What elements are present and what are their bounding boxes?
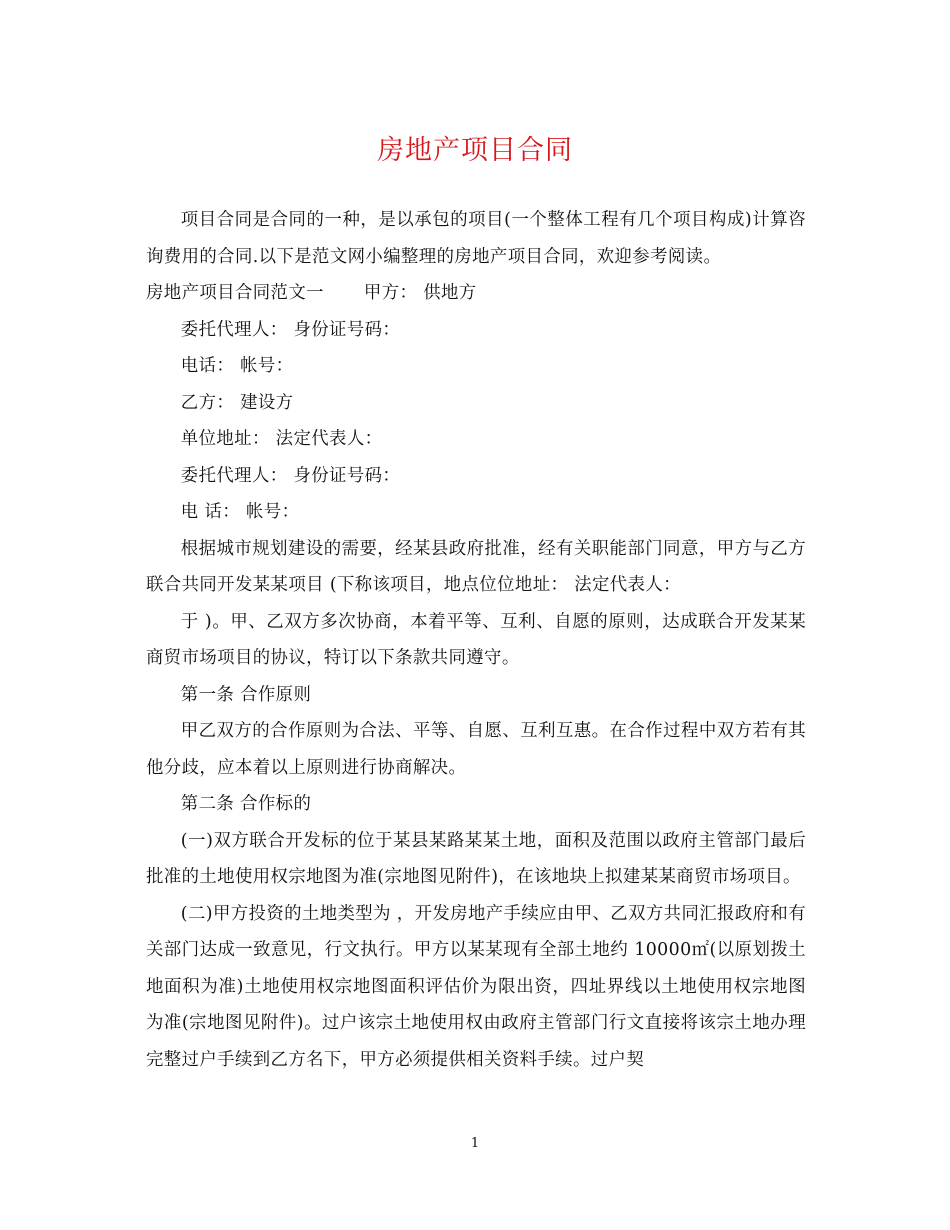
article-two-heading: 第二条 合作标的 xyxy=(180,794,312,814)
article-one-paragraph: 甲乙双方的合作原则为合法、平等、自愿、互利互惠。在合作过程中双方若有其他分歧，应本着以上原则进行协商解决。 xyxy=(146,721,806,778)
document-title: 房地产项目合同 xyxy=(377,135,573,166)
background-paragraph: 根据城市规划建设的需要，经某县政府批准，经有关职能部门同意，甲方与乙方联合共同开发某某项目 (下称该项目，地点位位地址： 法定代表人： xyxy=(146,538,806,595)
sample-heading-line xyxy=(146,275,806,312)
article-one-heading: 第一条 合作原则 xyxy=(180,684,312,705)
address-line: 单位地址： 法定代表人： xyxy=(180,429,383,449)
intro-paragraph: 项目合同是合同的一种，是以承包的项目(一个整体工程有几个项目构成)计算咨询费用的合同.以下是范文网小编整理的房地产项目合同，欢迎参考阅读。 xyxy=(146,210,806,267)
article-two-clause-one: (一)双方联合开发标的位于某县某路某某土地，面积及范围以政府主管部门最后批准的土地使用权宗地图为准(宗地图见附件)，在该地块上拟建某某商贸市场项目。 xyxy=(146,830,806,887)
sample-heading: 房地产项目合同范文一 xyxy=(146,283,324,303)
article-two-clause-two: (二)甲方投资的土地类型为 ，开发房地产手续应由甲、乙双方共同汇报政府和有关部门达成一致意见，行文执行。甲方以某某现有全部土地约 10000㎡(以原划拨土地面积为准)土地使用权宗地图面积评估价为限出资，四址界线以土地使用权宗地图为准(宗地图见附件)。过户该宗土地使用权由政府主管部门行文直接将该宗土地办理完整过户手续到乙方名下，甲方必须提供相关资料手续。过户契 xyxy=(146,903,806,1070)
agent-line-b: 委托代理人： 身份证号码： xyxy=(180,465,401,486)
agent-line: 委托代理人： 身份证号码： xyxy=(180,319,401,340)
page-number: 1 xyxy=(470,1136,480,1151)
party-b-line: 乙方： 建设方 xyxy=(180,392,294,413)
party-a-label: 甲方： 供地方 xyxy=(363,283,477,303)
document-body xyxy=(146,202,806,1078)
agreement-paragraph: 于 )。甲、乙双方多次协商，本着平等、互利、自愿的原则，达成联合开发某某商贸市场项目的协议，特订以下条款共同遵守。 xyxy=(146,611,806,668)
phone-line: 电话： 帐号： xyxy=(180,356,294,376)
phone-line-b: 电 话： 帐号： xyxy=(180,502,300,522)
